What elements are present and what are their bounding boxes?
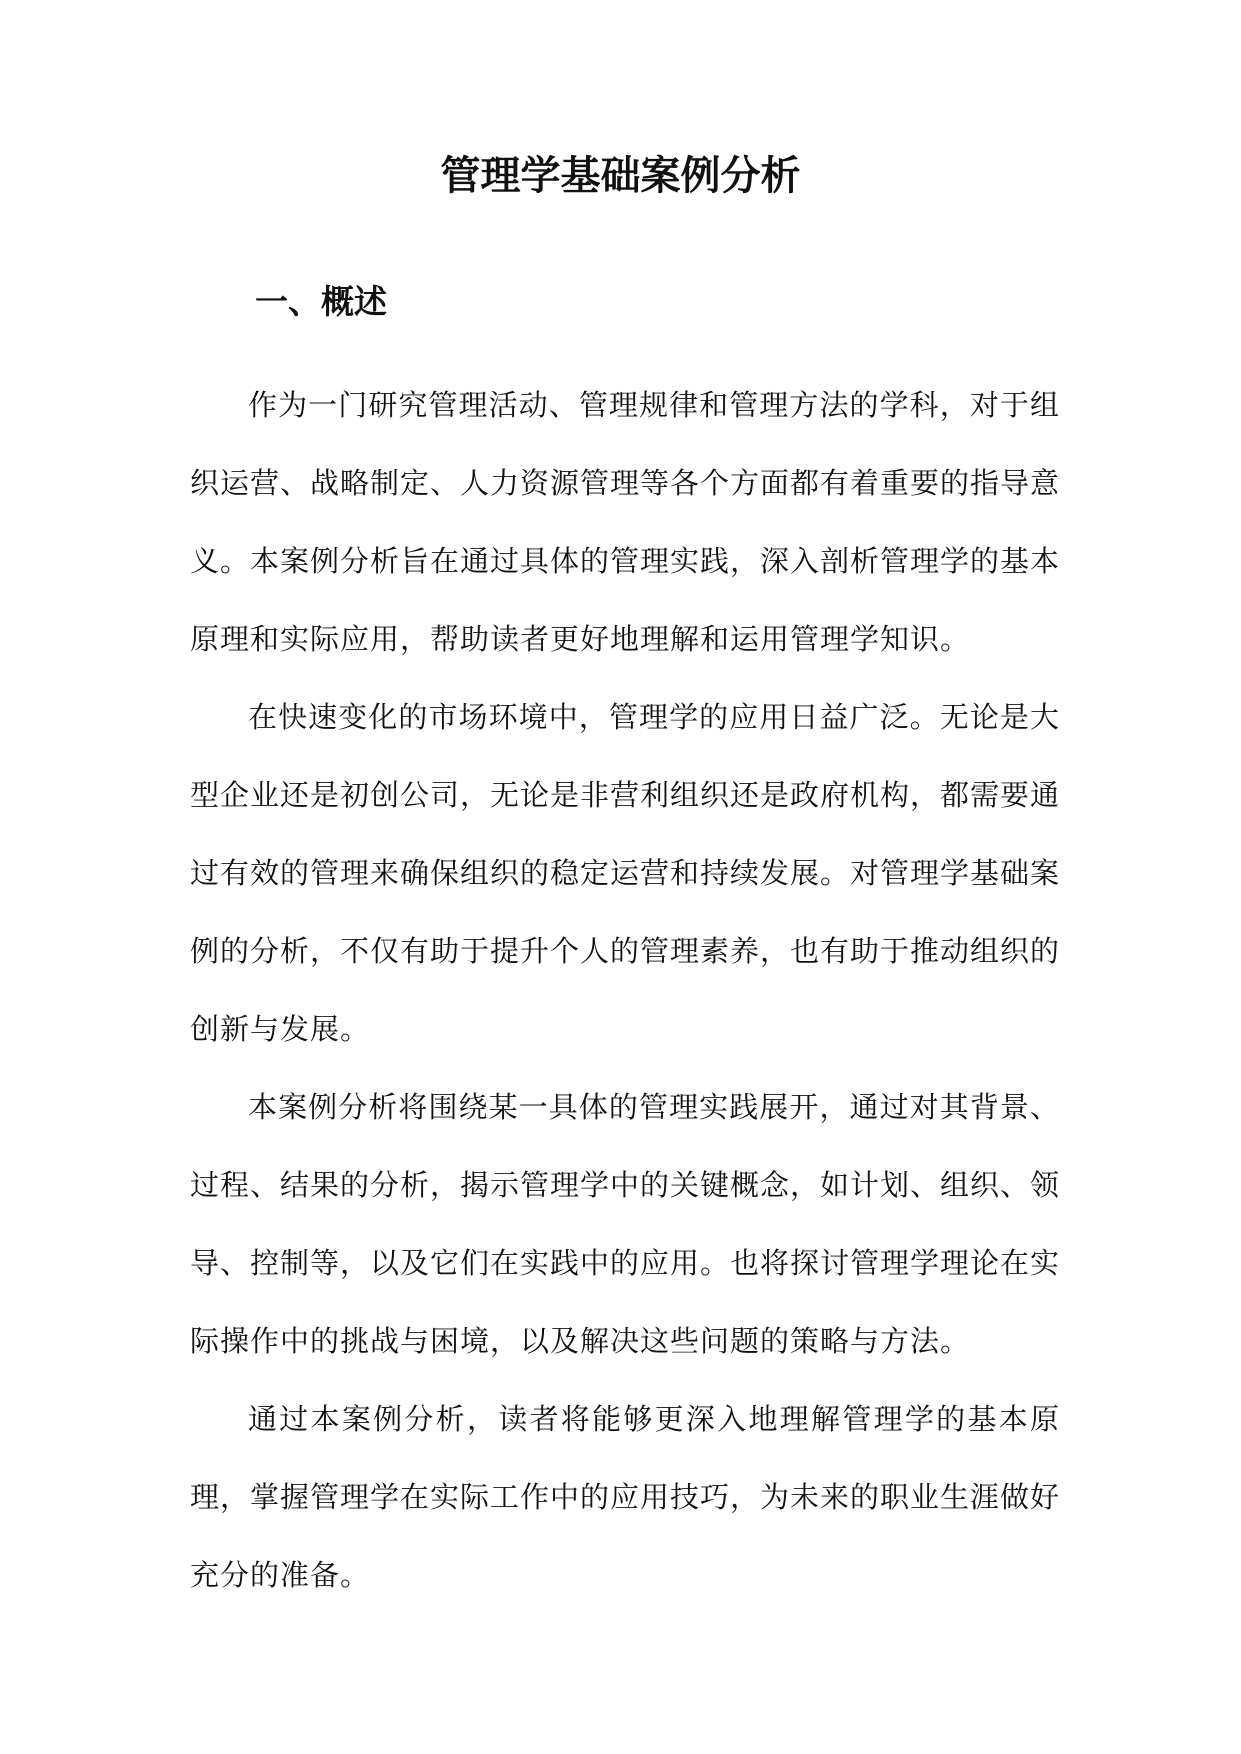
paragraph: 通过本案例分析，读者将能够更深入地理解管理学的基本原理，掌握管理学在实际工作中的应用技巧，为未来的职业生涯做好充分的准备。 (190, 1402, 1061, 1592)
section-heading: 一、概述 (255, 282, 387, 321)
paragraph: 作为一门研究管理活动、管理规律和管理方法的学科，对于组织运营、战略制定、人力资源管理等各个方面都有着重要的指导意义。本案例分析旨在通过具体的管理实践，深入剖析管理学的基本原理和实际应用，帮助读者更好地理解和运用管理学知识。 (190, 388, 1061, 656)
paragraph: 在快速变化的市场环境中，管理学的应用日益广泛。无论是大型企业还是初创公司，无论是非营利组织还是政府机构，都需要通过有效的管理来确保组织的稳定运营和持续发展。对管理学基础案例的分析，不仅有助于提升个人的管理素养，也有助于推动组织的创新与发展。 (190, 700, 1061, 1046)
paragraph: 本案例分析将围绕某一具体的管理实践展开，通过对其背景、过程、结果的分析，揭示管理学中的关键概念，如计划、组织、领导、控制等，以及它们在实践中的应用。也将探讨管理学理论在实际操作中的挑战与困境，以及解决这些问题的策略与方法。 (190, 1090, 1061, 1358)
body-text (190, 366, 1060, 1614)
document-title: 管理学基础案例分析 (440, 153, 801, 199)
